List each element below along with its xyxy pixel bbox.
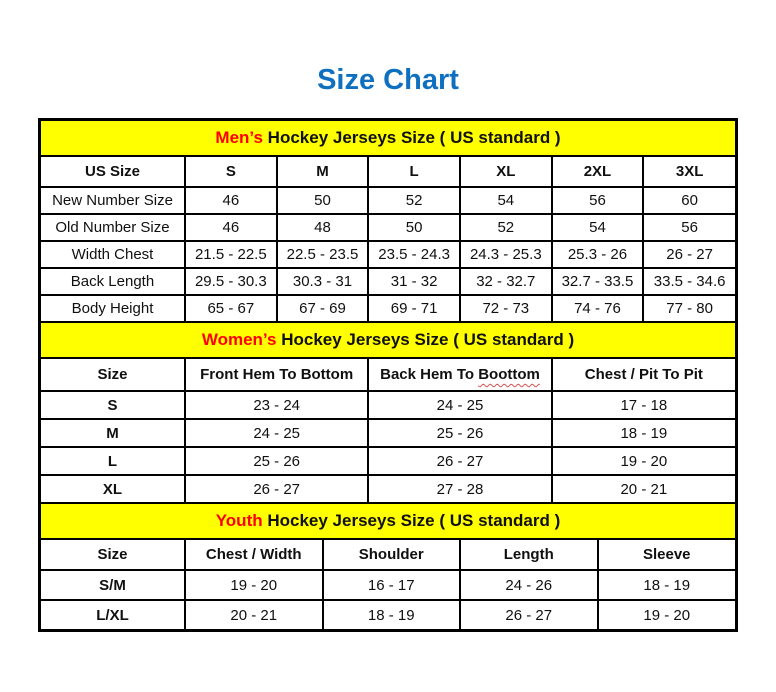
size-cell: 26 - 27 — [368, 447, 551, 475]
size-cell: 26 - 27 — [185, 475, 368, 503]
column-header: S — [185, 156, 277, 187]
size-cell: 46 — [185, 187, 277, 214]
size-cell: 27 - 28 — [368, 475, 551, 503]
row-label: L — [41, 447, 185, 475]
page-title: Size Chart — [317, 64, 459, 96]
size-cell: 77 - 80 — [643, 295, 735, 322]
column-header: Chest / Pit To Pit — [552, 358, 735, 391]
youth-size-table — [41, 504, 735, 629]
table-row — [41, 447, 735, 475]
row-label: Back Length — [41, 268, 185, 295]
table-row — [41, 214, 735, 241]
size-cell: 22.5 - 23.5 — [277, 241, 369, 268]
column-header: Size — [41, 358, 185, 391]
table-row — [41, 475, 735, 503]
size-cell: 56 — [552, 187, 644, 214]
table-row — [41, 570, 735, 600]
column-header: 2XL — [552, 156, 644, 187]
size-cell: 54 — [552, 214, 644, 241]
size-cell: 32 - 32.7 — [460, 268, 552, 295]
size-cell: 21.5 - 22.5 — [185, 241, 277, 268]
size-cell: 18 - 19 — [552, 419, 735, 447]
size-cell: 72 - 73 — [460, 295, 552, 322]
size-cell: 52 — [368, 187, 460, 214]
size-cell: 26 - 27 — [643, 241, 735, 268]
size-cell: 19 - 20 — [552, 447, 735, 475]
column-header: XL — [460, 156, 552, 187]
size-cell: 23 - 24 — [185, 391, 368, 419]
size-cell: 48 — [277, 214, 369, 241]
size-cell: 33.5 - 34.6 — [643, 268, 735, 295]
size-cell: 29.5 - 30.3 — [185, 268, 277, 295]
row-label: S/M — [41, 570, 185, 600]
row-label: New Number Size — [41, 187, 185, 214]
table-row — [41, 419, 735, 447]
size-chart — [38, 118, 738, 632]
size-cell: 20 - 21 — [185, 600, 323, 629]
size-cell: 25 - 26 — [185, 447, 368, 475]
youth-band: Youth Hockey Jerseys Size ( US standard ) — [41, 504, 735, 539]
size-cell: 19 - 20 — [185, 570, 323, 600]
womens-band-highlight: Women’s — [201, 330, 277, 349]
column-header: Front Hem To Bottom — [185, 358, 368, 391]
size-cell: 56 — [643, 214, 735, 241]
column-header: M — [277, 156, 369, 187]
womens-band: Women’s Hockey Jerseys Size ( US standard ) — [41, 323, 735, 358]
column-header: Length — [460, 539, 598, 570]
womens-size-table — [41, 323, 735, 504]
table-row — [41, 391, 735, 419]
size-cell: 24 - 26 — [460, 570, 598, 600]
column-header: Shoulder — [323, 539, 461, 570]
size-cell: 24 - 25 — [368, 391, 551, 419]
column-header: Back Hem To Boottom — [368, 358, 551, 391]
size-cell: 32.7 - 33.5 — [552, 268, 644, 295]
row-label: L/XL — [41, 600, 185, 629]
size-cell: 46 — [185, 214, 277, 241]
size-cell: 18 - 19 — [598, 570, 736, 600]
row-label: Width Chest — [41, 241, 185, 268]
size-cell: 74 - 76 — [552, 295, 644, 322]
size-cell: 50 — [277, 187, 369, 214]
mens-band: Men’s Hockey Jerseys Size ( US standard ) — [41, 121, 735, 156]
table-row — [41, 187, 735, 214]
size-cell: 31 - 32 — [368, 268, 460, 295]
size-cell: 23.5 - 24.3 — [368, 241, 460, 268]
size-cell: 17 - 18 — [552, 391, 735, 419]
column-header: 3XL — [643, 156, 735, 187]
size-cell: 50 — [368, 214, 460, 241]
misspelled-word: Boottom — [478, 366, 540, 383]
column-header: L — [368, 156, 460, 187]
size-cell: 18 - 19 — [323, 600, 461, 629]
size-cell: 16 - 17 — [323, 570, 461, 600]
size-cell: 65 - 67 — [185, 295, 277, 322]
row-label: XL — [41, 475, 185, 503]
size-cell: 25.3 - 26 — [552, 241, 644, 268]
size-cell: 60 — [643, 187, 735, 214]
row-label: Body Height — [41, 295, 185, 322]
column-header: Chest / Width — [185, 539, 323, 570]
size-cell: 24.3 - 25.3 — [460, 241, 552, 268]
row-label: M — [41, 419, 185, 447]
column-header: Size — [41, 539, 185, 570]
column-header: US Size — [41, 156, 185, 187]
table-row — [41, 241, 735, 268]
size-cell: 54 — [460, 187, 552, 214]
size-cell: 30.3 - 31 — [277, 268, 369, 295]
row-label: S — [41, 391, 185, 419]
row-label: Old Number Size — [41, 214, 185, 241]
table-row — [41, 268, 735, 295]
youth-band-highlight: Youth — [215, 511, 263, 530]
mens-band-highlight: Men’s — [215, 128, 263, 147]
size-cell: 20 - 21 — [552, 475, 735, 503]
size-cell: 52 — [460, 214, 552, 241]
mens-size-table — [41, 121, 735, 323]
size-cell: 69 - 71 — [368, 295, 460, 322]
size-cell: 25 - 26 — [368, 419, 551, 447]
table-row — [41, 295, 735, 322]
size-cell: 26 - 27 — [460, 600, 598, 629]
column-header: Sleeve — [598, 539, 736, 570]
size-cell: 24 - 25 — [185, 419, 368, 447]
table-row — [41, 600, 735, 629]
size-cell: 67 - 69 — [277, 295, 369, 322]
size-cell: 19 - 20 — [598, 600, 736, 629]
